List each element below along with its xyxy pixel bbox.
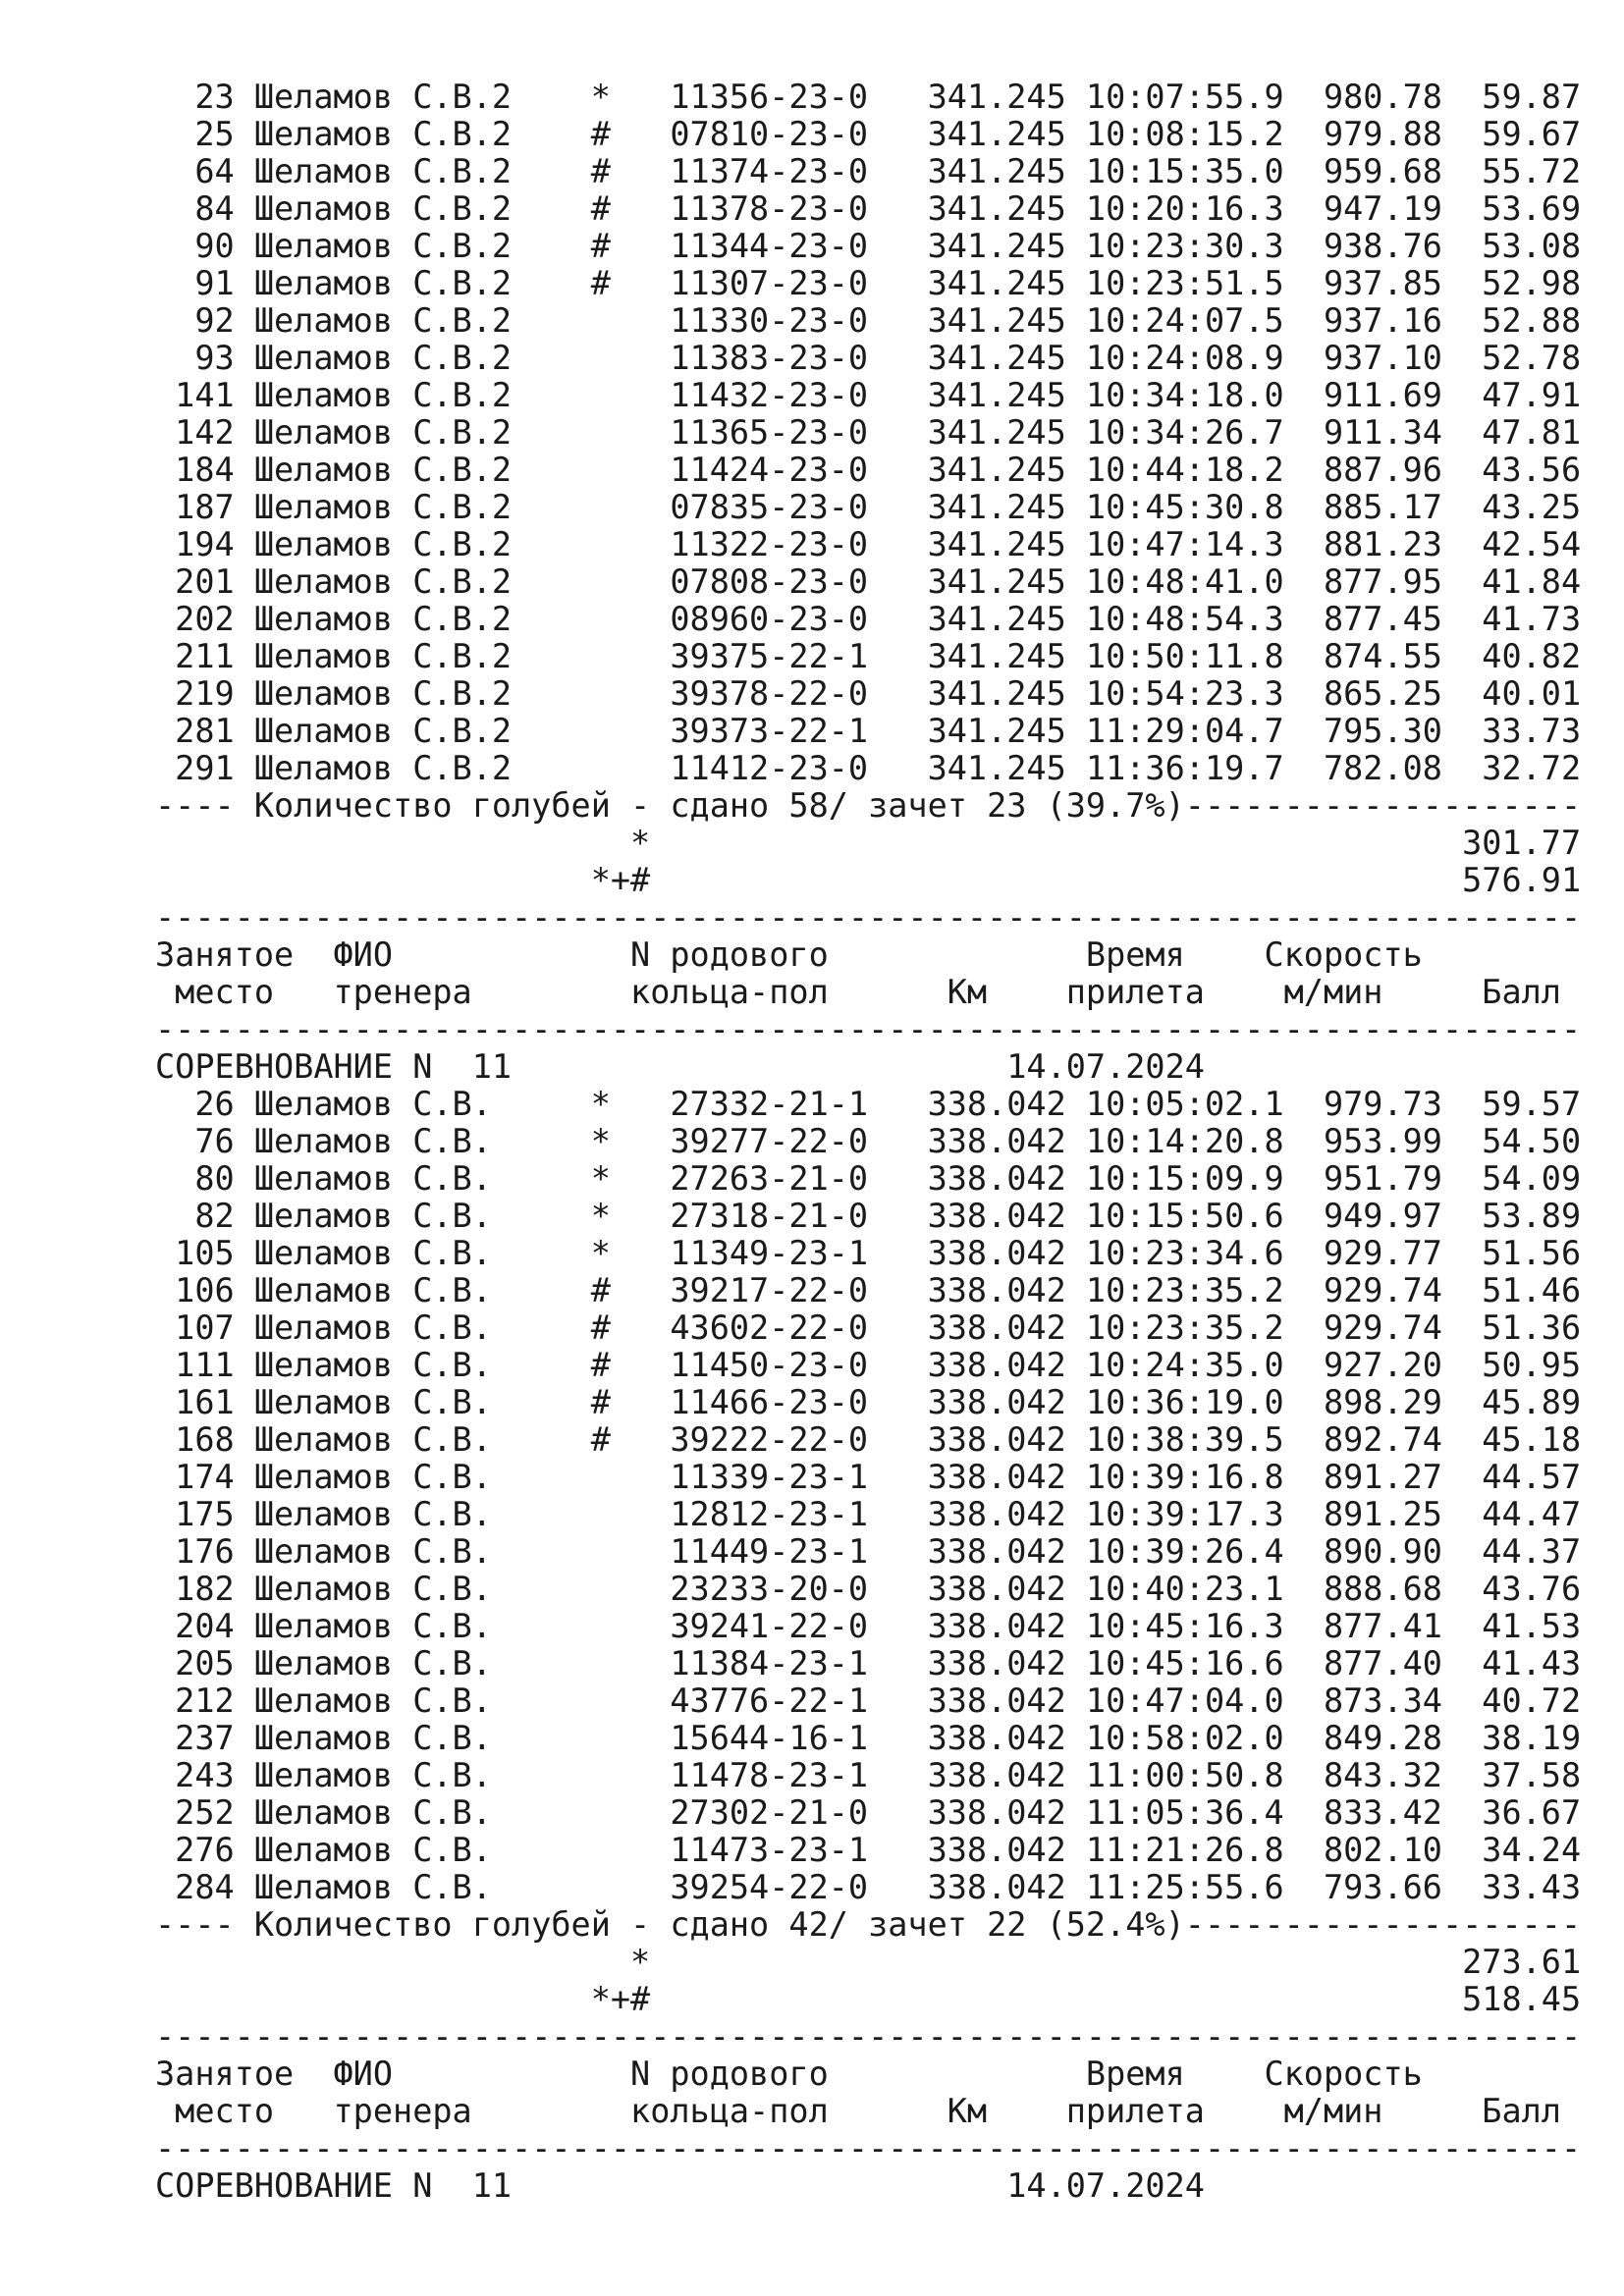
table-row: 168 Шеламов С.В. # 39222-22-0 338.042 10:38:39.5 892.74 45.18 — [155, 1420, 1582, 1459]
divider: ------------------------------------------------------------------------ — [155, 2129, 1582, 2167]
table-row: 161 Шеламов С.В. # 11466-23-0 338.042 10:36:19.0 898.29 45.89 — [155, 1383, 1582, 1421]
table-row: 176 Шеламов С.В. 11449-23-1 338.042 10:39:26.4 890.90 44.37 — [155, 1532, 1582, 1571]
table-row: 212 Шеламов С.В. 43776-22-1 338.042 10:47:04.0 873.34 40.72 — [155, 1682, 1582, 1720]
table-row: 105 Шеламов С.В. * 11349-23-1 338.042 10:23:34.6 929.77 51.56 — [155, 1234, 1582, 1272]
table-row: 219 Шеламов С.В.2 39378-22-0 341.245 10:54:23.3 865.25 40.01 — [155, 674, 1582, 713]
total-star-plus-hash: *+# 518.45 — [155, 1980, 1582, 2018]
table-row: 82 Шеламов С.В. * 27318-21-0 338.042 10:15:50.6 949.97 53.89 — [155, 1197, 1582, 1235]
total-star-plus-hash: *+# 576.91 — [155, 861, 1582, 899]
summary-line: ---- Количество голубей - сдано 42/ зачет 22 (52.4%)-------------------- — [155, 1905, 1582, 1944]
table-row: 194 Шеламов С.В.2 11322-23-0 341.245 10:47:14.3 881.23 42.54 — [155, 525, 1582, 563]
table-row: 141 Шеламов С.В.2 11432-23-0 341.245 10:34:18.0 911.69 47.91 — [155, 376, 1582, 414]
table-row: 281 Шеламов С.В.2 39373-22-1 341.245 11:29:04.7 795.30 33.73 — [155, 712, 1582, 750]
table-row: 90 Шеламов С.В.2 # 11344-23-0 341.245 10:23:30.3 938.76 53.08 — [155, 227, 1582, 265]
column-header-row-2: место тренера кольца-пол Км прилета м/мин Балл — [155, 973, 1561, 1011]
table-row: 252 Шеламов С.В. 27302-21-0 338.042 11:05:36.4 833.42 36.67 — [155, 1793, 1582, 1832]
column-header-row-2: место тренера кольца-пол Км прилета м/мин Балл — [155, 2092, 1561, 2130]
total-star: * 273.61 — [155, 1943, 1582, 1981]
table-row: 25 Шеламов С.В.2 # 07810-23-0 341.245 10:08:15.2 979.88 59.67 — [155, 115, 1582, 153]
table-row: 205 Шеламов С.В. 11384-23-1 338.042 10:45:16.6 877.40 41.43 — [155, 1644, 1582, 1682]
table-row: 64 Шеламов С.В.2 # 11374-23-0 341.245 10:15:35.0 959.68 55.72 — [155, 152, 1582, 190]
table-row: 237 Шеламов С.В. 15644-16-1 338.042 10:58:02.0 849.28 38.19 — [155, 1719, 1582, 1757]
table-row: 202 Шеламов С.В.2 08960-23-0 341.245 10:48:54.3 877.45 41.73 — [155, 600, 1582, 638]
table-row: 23 Шеламов С.В.2 * 11356-23-0 341.245 10:07:55.9 980.78 59.87 — [155, 78, 1582, 116]
table-row: 276 Шеламов С.В. 11473-23-1 338.042 11:21:26.8 802.10 34.24 — [155, 1831, 1582, 1869]
competition-header: СОРЕВНОВАНИЕ N 11 14.07.2024 — [155, 1047, 1205, 1086]
table-row: 184 Шеламов С.В.2 11424-23-0 341.245 10:44:18.2 887.96 43.56 — [155, 451, 1582, 489]
table-row: 201 Шеламов С.В.2 07808-23-0 341.245 10:48:41.0 877.95 41.84 — [155, 562, 1582, 601]
table-row: 284 Шеламов С.В. 39254-22-0 338.042 11:25:55.6 793.66 33.43 — [155, 1868, 1582, 1906]
table-row: 84 Шеламов С.В.2 # 11378-23-0 341.245 10:20:16.3 947.19 53.69 — [155, 189, 1582, 228]
divider: ------------------------------------------------------------------------ — [155, 898, 1582, 936]
results-report — [155, 79, 1581, 2205]
column-header-row-1: Занятое ФИО N родового Время Скорость — [155, 935, 1561, 974]
table-row: 174 Шеламов С.В. 11339-23-1 338.042 10:39:16.8 891.27 44.57 — [155, 1458, 1582, 1496]
table-row: 106 Шеламов С.В. # 39217-22-0 338.042 10:23:35.2 929.74 51.46 — [155, 1271, 1582, 1309]
column-header-row-1: Занятое ФИО N родового Время Скорость — [155, 2055, 1561, 2093]
divider: ------------------------------------------------------------------------ — [155, 2017, 1582, 2056]
divider: ------------------------------------------------------------------------ — [155, 1010, 1582, 1048]
table-row: 243 Шеламов С.В. 11478-23-1 338.042 11:00:50.8 843.32 37.58 — [155, 1756, 1582, 1794]
table-row: 142 Шеламов С.В.2 11365-23-0 341.245 10:34:26.7 911.34 47.81 — [155, 413, 1582, 452]
table-row: 91 Шеламов С.В.2 # 11307-23-0 341.245 10:23:51.5 937.85 52.98 — [155, 264, 1582, 302]
table-row: 92 Шеламов С.В.2 11330-23-0 341.245 10:24:07.5 937.16 52.88 — [155, 301, 1582, 340]
table-row: 211 Шеламов С.В.2 39375-22-1 341.245 10:50:11.8 874.55 40.82 — [155, 637, 1582, 675]
table-row: 26 Шеламов С.В. * 27332-21-1 338.042 10:05:02.1 979.73 59.57 — [155, 1085, 1582, 1123]
table-row: 182 Шеламов С.В. 23233-20-0 338.042 10:40:23.1 888.68 43.76 — [155, 1570, 1582, 1608]
table-row: 111 Шеламов С.В. # 11450-23-0 338.042 10:24:35.0 927.20 50.95 — [155, 1346, 1582, 1384]
table-row: 93 Шеламов С.В.2 11383-23-0 341.245 10:24:08.9 937.10 52.78 — [155, 339, 1582, 377]
table-row: 175 Шеламов С.В. 12812-23-1 338.042 10:39:17.3 891.25 44.47 — [155, 1495, 1582, 1533]
table-row: 291 Шеламов С.В.2 11412-23-0 341.245 11:36:19.7 782.08 32.72 — [155, 749, 1582, 787]
competition-header: СОРЕВНОВАНИЕ N 11 14.07.2024 — [155, 2166, 1205, 2205]
table-row: 76 Шеламов С.В. * 39277-22-0 338.042 10:14:20.8 953.99 54.50 — [155, 1122, 1582, 1160]
total-star: * 301.77 — [155, 824, 1582, 862]
table-row: 107 Шеламов С.В. # 43602-22-0 338.042 10:23:35.2 929.74 51.36 — [155, 1308, 1582, 1347]
table-row: 204 Шеламов С.В. 39241-22-0 338.042 10:45:16.3 877.41 41.53 — [155, 1607, 1582, 1645]
table-row: 187 Шеламов С.В.2 07835-23-0 341.245 10:45:30.8 885.17 43.25 — [155, 488, 1582, 526]
table-row: 80 Шеламов С.В. * 27263-21-0 338.042 10:15:09.9 951.79 54.09 — [155, 1159, 1582, 1198]
summary-line: ---- Количество голубей - сдано 58/ зачет 23 (39.7%)-------------------- — [155, 786, 1582, 825]
